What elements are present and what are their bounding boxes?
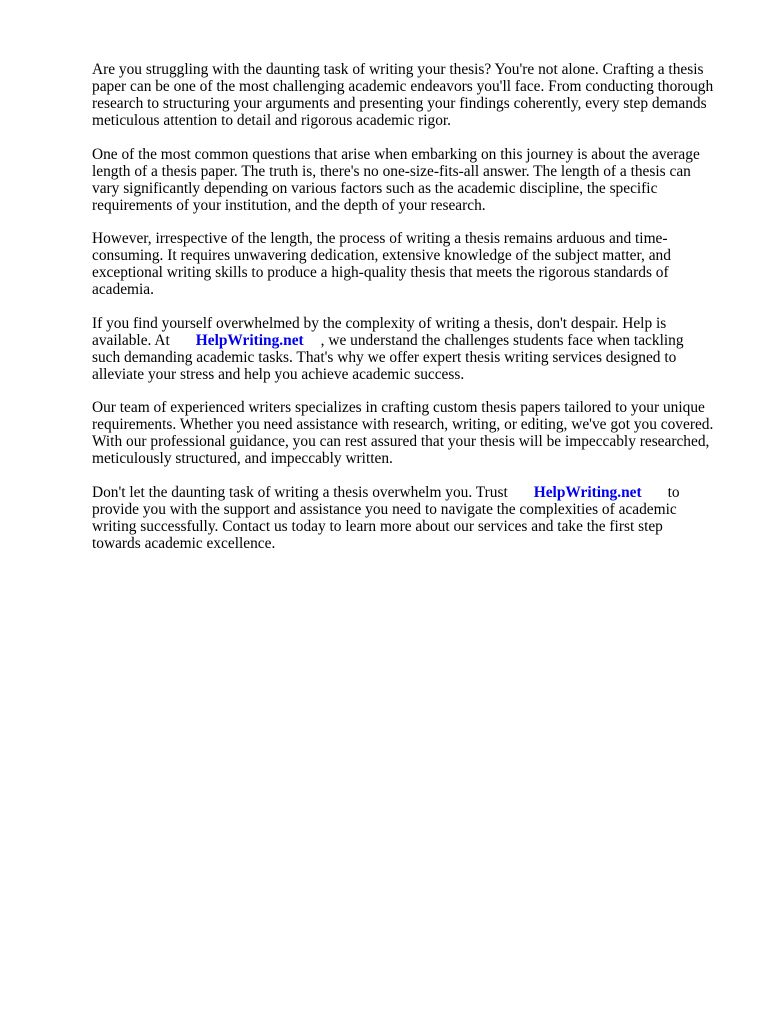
- helpwriting-link[interactable]: HelpWriting.net: [533, 483, 642, 501]
- text-line: towards academic excellence.: [92, 534, 276, 552]
- text-line: research to structuring your arguments and presenting your findings coherently, every step demands: [92, 95, 707, 112]
- text-line: [92, 484, 732, 501]
- paragraph-2: [92, 146, 732, 214]
- text-line: consuming. It requires unwavering dedication, extensive knowledge of the subject matter, and: [92, 247, 671, 264]
- text-line: provide you with the support and assistance you need to navigate the complexities of academic: [92, 500, 677, 518]
- text-fragment: , we understand the challenges students face when tackling: [320, 331, 684, 349]
- text-line: exceptional writing skills to produce a high-quality thesis that meets the rigorous standards of: [92, 264, 669, 281]
- text-fragment: available. At: [92, 331, 170, 349]
- text-fragment: to: [667, 483, 680, 501]
- text-line: requirements. Whether you need assistance with research, writing, or editing, we've got you covered.: [92, 416, 714, 433]
- text-line: However, irrespective of the length, the process of writing a thesis remains arduous and time-: [92, 230, 668, 247]
- paragraph-6: [92, 484, 732, 552]
- text-line: requirements of your institution, and the depth of your research.: [92, 196, 486, 214]
- text-line: paper can be one of the most challenging academic endeavors you'll face. From conducting thorough: [92, 78, 714, 95]
- text-line: With our professional guidance, you can rest assured that your thesis will be impeccably researched,: [92, 433, 710, 450]
- text-fragment: Don't let the daunting task of writing a thesis overwhelm you. Trust: [92, 483, 508, 501]
- text-line: Are you struggling with the daunting task of writing your thesis? You're not alone. Crafting a thesis: [92, 61, 704, 78]
- paragraph-5: [92, 399, 732, 467]
- text-line: alleviate your stress and help you achieve academic success.: [92, 365, 465, 383]
- paragraph-1: [92, 61, 732, 129]
- paragraph-4: [92, 315, 732, 383]
- text-line: If you find yourself overwhelmed by the complexity of writing a thesis, don't despair. Help is: [92, 314, 667, 332]
- text-line: vary significantly depending on various factors such as the academic discipline, the specific: [92, 179, 658, 197]
- text-line: meticulously structured, and impeccably written.: [92, 450, 393, 467]
- document-body: [92, 61, 732, 568]
- text-line: [92, 332, 732, 349]
- text-line: One of the most common questions that arise when embarking on this journey is about the average: [92, 145, 700, 163]
- text-line: meticulous attention to detail and rigorous academic rigor.: [92, 112, 452, 129]
- text-line: Our team of experienced writers specializes in crafting custom thesis papers tailored to your unique: [92, 399, 705, 416]
- text-line: academia.: [92, 281, 154, 298]
- helpwriting-link[interactable]: HelpWriting.net: [195, 331, 304, 349]
- text-line: such demanding academic tasks. That's why we offer expert thesis writing services designed to: [92, 348, 677, 366]
- text-line: writing successfully. Contact us today to learn more about our services and take the first step: [92, 517, 663, 535]
- paragraph-3: [92, 230, 732, 298]
- text-line: length of a thesis paper. The truth is, there's no one-size-fits-all answer. The length of a thesis can: [92, 162, 691, 180]
